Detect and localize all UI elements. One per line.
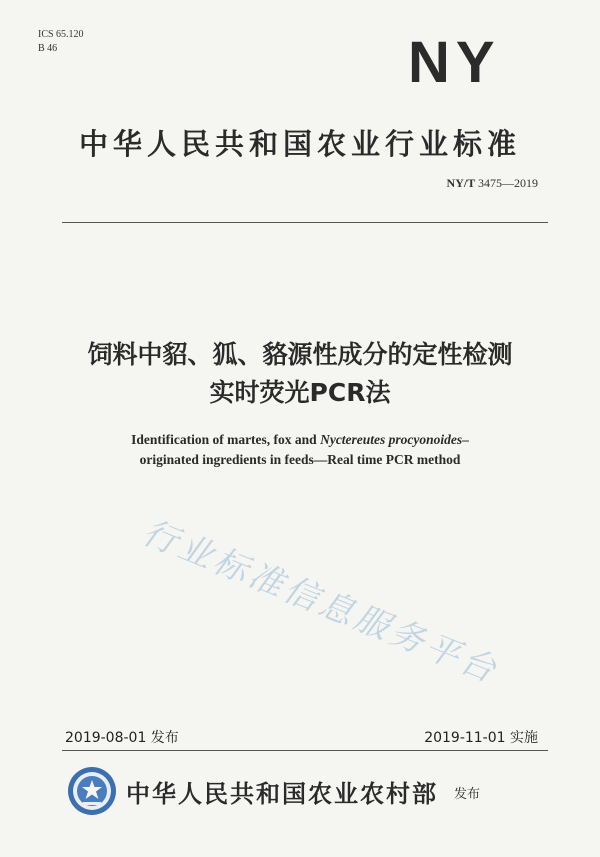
bottom-divider xyxy=(62,750,548,751)
standard-number xyxy=(447,176,538,191)
english-title-line1-end: – xyxy=(462,432,469,447)
top-divider xyxy=(62,222,548,223)
standard-code: 3475—2019 xyxy=(478,176,538,190)
classification-codes xyxy=(38,28,84,56)
chinese-title-line2: 实时荧光PCR法 xyxy=(209,378,391,407)
national-emblem-icon xyxy=(67,766,117,816)
issuer-suffix: 发布 xyxy=(454,787,481,802)
ccs-code: B 46 xyxy=(38,43,58,54)
implementation-date: 2019-11-01 实施 xyxy=(424,730,538,746)
watermark: 行业标准信息服务平台 xyxy=(137,512,505,692)
english-title xyxy=(0,430,600,470)
english-title-line1 xyxy=(0,430,600,450)
chinese-title-line1: 饲料中貂、狐、貉源性成分的定性检测 xyxy=(87,340,513,369)
english-title-species: Nyctereutes procyonoides xyxy=(320,432,463,447)
english-title-line1-start: Identification of martes, fox and xyxy=(131,432,321,447)
chinese-title xyxy=(0,336,600,412)
ny-logo: NY xyxy=(408,30,501,95)
org-title: 中华人民共和国农业行业标准 xyxy=(78,127,521,161)
standard-prefix: NY/T xyxy=(446,176,475,190)
ics-code: ICS 65.120 xyxy=(38,29,84,40)
english-title-line2: originated ingredients in feeds—Real time PCR method xyxy=(139,452,461,467)
issuer-name: 中华人民共和国农业农村部 xyxy=(126,780,438,808)
issue-date: 2019-08-01 发布 xyxy=(65,730,179,746)
